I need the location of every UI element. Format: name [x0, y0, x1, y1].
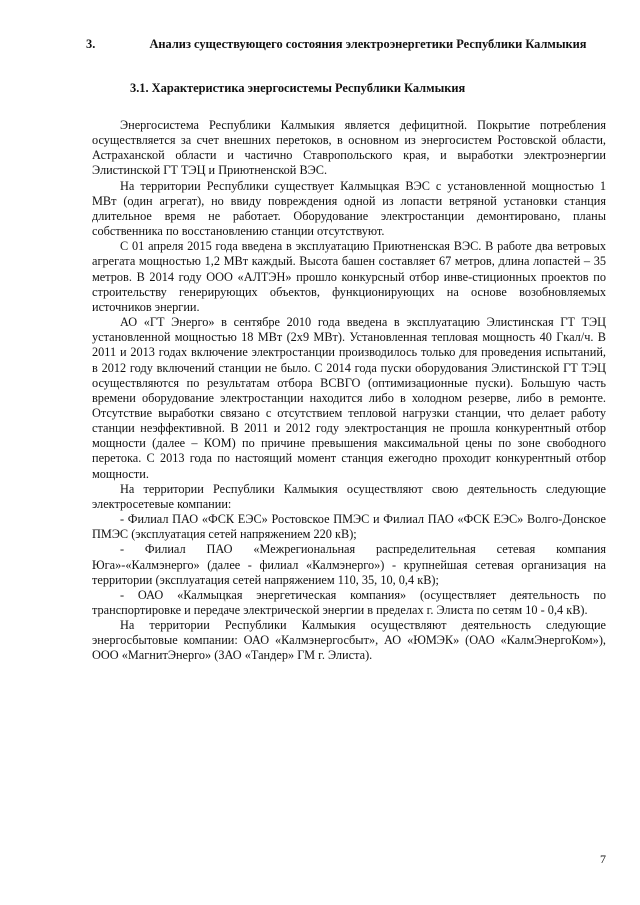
section-title: Анализ существующего состояния электроэнергетики Республики Калмыкия [149, 37, 587, 51]
paragraph: На территории Республики Калмыкия осуществляют деятельность следующие энергосбытовые компании: ОАО «Калмэнергосбыт», АО «ЮМЭК» (ОАО «КалмЭнергоКом»), ООО «МагнитЭнерго» (ЗАО «Тандер» ГМ г. Элиста). [92, 618, 606, 663]
subsection-heading: 3.1. Характеристика энергосистемы Республики Калмыкия [130, 81, 466, 95]
list-item: - ОАО «Калмыцкая энергетическая компания» (осуществляет деятельность по транспортировке и передаче электрической энергии в пределах г. Элиста по сетям 10 - 0,4 кВ). [92, 587, 606, 617]
paragraph: С 01 апреля 2015 года введена в эксплуатацию Приютненская ВЭС. В работе два ветровых агрегата мощностью 1,2 МВт каждый. Высота башен составляет 67 метров, длина лопастей – 35 метров. В 2014 году ООО «АЛТЭН» прошло конкурсный отбор инве-стиционных проектов по строительству генерирующих объектов, функционирующих на основе возобновляемых источников энергии. [92, 239, 606, 314]
body-text [92, 118, 606, 664]
paragraph: АО «ГТ Энерго» в сентябре 2010 года введена в эксплуатацию Элистинская ГТ ТЭЦ установленной мощностью 18 МВт (2х9 МВт). Установленная тепловая мощность 40 Гкал/ч. В 2011 и 2013 годах включение электростанции производилось только для проведения испытаний, в 2012 году включений станции не было. С 2014 года пуски оборудования Элистинской ГТ ТЭЦ осуществляются по результатам отбора ВСВГО (оптимизационные пуски). Большую часть времени оборудование электростанции находится либо в холодном резерве, либо в ремонте. Отсутствие выработки связано с отсутствием тепловой нагрузки станции, что делает работу станции неэффективной. В 2011 и 2012 году электростанция не прошла конкурентный отбор мощности (далее – КОМ) по причине превышения максимальной цены по зоне свободного перетока. С 2013 года по настоящий момент станция ежегодно проходит конкурентный отбор мощности. [92, 315, 606, 481]
section-number: 3. [86, 37, 96, 51]
paragraph: Энергосистема Республики Калмыкия является дефицитной. Покрытие потребления осуществляется за счет внешних перетоков, в основном из энергосистем Ростовской области, Астраханской области и частично Ставропольского края, и выработки электроэнергии Элистинской ГТ ТЭЦ и Приютненской ВЭС. [92, 118, 606, 178]
list-item: - Филиал ПАО «Межрегиональная распределительная сетевая компания Юга»-«Калмэнерго» (далее - филиал «Калмэнерго») - крупнейшая сетевая организация на территории (эксплуатация сетей напряжением 110, 35, 10, 0,4 кВ); [92, 542, 606, 587]
paragraph: На территории Республики существует Калмыцкая ВЭС с установленной мощностью 1 МВт (один агрегат), но ввиду повреждения одной из лопасти ветряной установки станция длительное время не работает. Оборудование электростанции демонтировано, планы собственника по восстановлению станции отсутствуют. [92, 178, 606, 239]
list-item: - Филиал ПАО «ФСК ЕЭС» Ростовское ПМЭС и Филиал ПАО «ФСК ЕЭС» Волго-Донское ПМЭС (эксплуатация сетей напряжением 220 кВ); [92, 512, 606, 542]
page-number: 7 [600, 852, 606, 866]
paragraph: На территории Республики Калмыкия осуществляют свою деятельность следующие электросетевые компании: [92, 481, 606, 511]
